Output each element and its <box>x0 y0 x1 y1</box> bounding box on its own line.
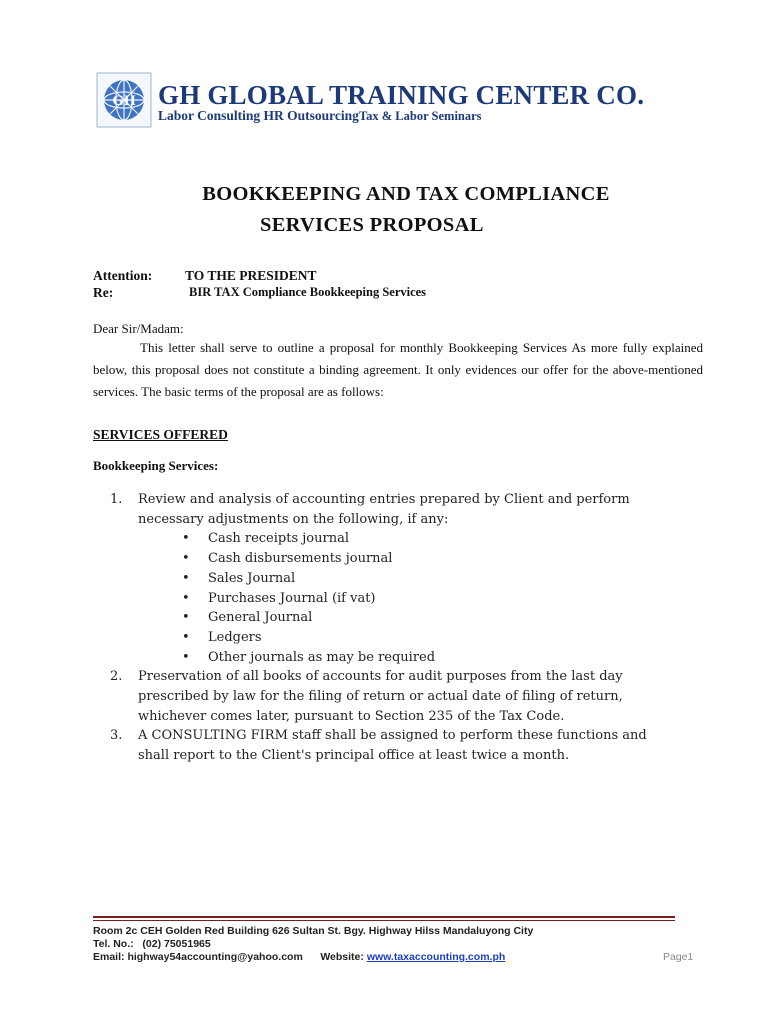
logo-monogram: GH <box>112 93 136 109</box>
intro-paragraph <box>93 337 703 403</box>
email-value: highway54accounting@yahoo.com <box>127 951 303 963</box>
item-number: 3. <box>110 728 123 744</box>
re-value: BIR TAX Compliance Bookkeeping Services <box>189 285 427 299</box>
footer-divider-thin <box>93 920 675 921</box>
item-text: A CONSULTING FIRM staff shall be assigned to perform these functions and shall report to the Client's principal office at least twice a month. <box>138 728 647 764</box>
list-item <box>110 490 670 667</box>
bullet-item: • Cash disbursements journal <box>182 549 670 569</box>
attention-value: TO THE PRESIDENT <box>185 268 317 283</box>
email-label: Email: <box>93 951 125 963</box>
services-offered-heading: SERVICES OFFERED <box>93 427 228 442</box>
page-number: Page1 <box>663 951 694 963</box>
bullet-item: • Cash receipts journal <box>182 529 670 549</box>
phone-label: Tel. No.: <box>93 938 134 950</box>
document-title-line1: BOOKKEEPING AND TAX COMPLIANCE <box>202 183 610 205</box>
document-title-line2: SERVICES PROPOSAL <box>260 214 484 236</box>
item-text: Preservation of all books of accounts for audit purposes from the last day prescribed by law for the filing of return or actual date of filing of return, whichever comes later, pursuant to Section 235 of the Tax Code. <box>138 669 623 724</box>
item-number: 1. <box>110 492 123 507</box>
bullet-item: • Sales Journal <box>182 569 670 589</box>
bullet-item: • Other journals as may be required <box>182 648 670 668</box>
company-tagline <box>158 108 482 124</box>
website-label: Website: <box>320 951 364 963</box>
footer-phone <box>93 938 211 950</box>
bullet-item: • General Journal <box>182 608 670 628</box>
attention-label: Attention: <box>93 268 153 283</box>
footer-contact <box>93 951 505 963</box>
journal-bullet-list <box>138 529 670 667</box>
website-link[interactable]: www.taxaccounting.com.ph <box>366 951 506 963</box>
tagline-seminars: Tax & Labor Seminars <box>358 109 482 123</box>
bookkeeping-services-heading: Bookkeeping Services: <box>93 458 219 473</box>
services-list <box>110 490 670 766</box>
intro-text: This letter shall serve to outline a proposal for monthly Bookkeeping Services As more fully explained below, this proposal does not constitute a binding agreement. It only evidences our offer for the above-mentioned services. The basic terms of the proposal are as follows: <box>93 340 703 399</box>
bullet-item: • Ledgers <box>182 628 670 648</box>
phone-value: (02) 75051965 <box>142 938 211 950</box>
footer-address: Room 2c CEH Golden Red Building 626 Sultan St. Bgy. Highway Hilss Mandaluyong City <box>93 925 534 937</box>
list-item <box>110 667 670 726</box>
item-number: 2. <box>110 669 123 685</box>
list-item <box>110 726 670 765</box>
bullet-item: • Purchases Journal (if vat) <box>182 589 670 609</box>
footer-divider <box>93 916 675 918</box>
item-text: Review and analysis of accounting entries prepared by Client and perform necessary adjustments on the following, if any: <box>138 492 630 527</box>
company-logo <box>96 72 152 128</box>
salutation: Dear Sir/Madam: <box>93 321 184 336</box>
company-name: GH GLOBAL TRAINING CENTER CO. <box>158 80 645 110</box>
tagline-services: Labor Consulting HR Outsourcing <box>158 108 359 123</box>
re-label: Re: <box>93 285 114 300</box>
